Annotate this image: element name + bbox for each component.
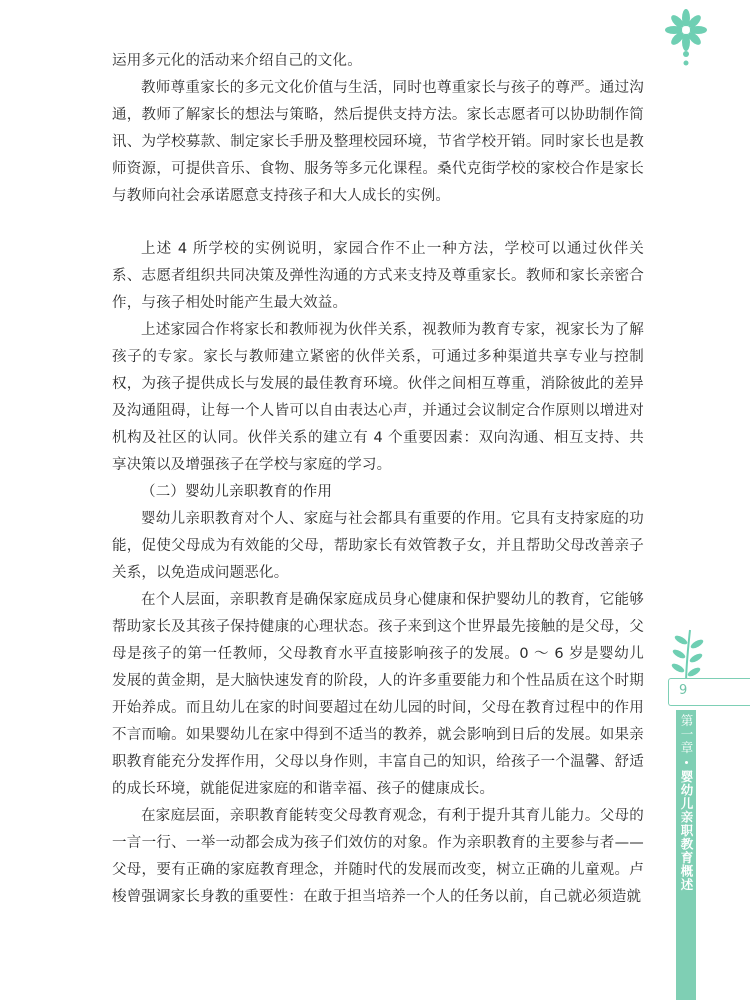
chapter-title: 婴幼儿亲职教育概述: [679, 769, 694, 891]
paragraph: 上述 4 所学校的实例说明，家园合作不止一种方法，学校可以通过伙伴关系、志愿者组织共同决策及弹性沟通的方式来支持及尊重家长。教师和家长亲密合作，与孩子相处时能产生最大效益。: [112, 241, 644, 311]
paragraph: 运用多元化的活动来介绍自己的文化。: [112, 53, 362, 69]
chapter-divider-dot: [685, 761, 688, 764]
chapter-number: 第一章: [679, 714, 694, 755]
page-number: 9: [679, 683, 688, 698]
chapter-tab: [676, 710, 696, 1000]
paragraph: 教师尊重家长的多元文化价值与生活，同时也尊重家长与孩子的尊严。通过沟通，教师了解家长的想法与策略，然后提供支持方法。家长志愿者可以协助制作简讯、为学校募款、制定家长手册及整理校园环境，节省学校开销。同时家长也是教师资源，可提供音乐、食物、服务等多元化课程。桑代克街学校的家校合作是家长与教师向社会承诺愿意支持孩子和大人成长的实例。: [112, 80, 644, 204]
body-text: [112, 48, 644, 911]
paragraph: 在个人层面，亲职教育是确保家庭成员身心健康和保护婴幼儿的教育，它能够帮助家长及其孩子保持健康的心理状态。孩子来到这个世界最先接触的是父母，父母是孩子的第一任教师，父母教育水平直接影响孩子的发展。0 ～ 6 岁是婴幼儿发展的黄金期，是大脑快速发育的阶段，人的许多重要能力和个性品质在这个时期开始养成。而且幼儿在家的时间要超过在幼儿园的时间，父母在教育过程中的作用不言而喻。如果婴幼儿在家中得到不适当的教养，就会影响到日后的发展。如果亲职教育能充分发挥作用，父母以身作则，丰富自己的知识，给孩子一个温馨、舒适的成长环境，就能促进家庭的和谐幸福、孩子的健康成长。: [112, 592, 644, 797]
paragraph: 上述家园合作将家长和教师视为伙伴关系，视教师为教育专家，视家长为了解孩子的专家。家长与教师建立紧密的伙伴关系，可通过多种渠道共享专业与控制权，为孩子提供成长与发展的最佳教育环境。伙伴之间相互尊重，消除彼此的差异及沟通阻碍，让每一个人皆可以自由表达心声，并通过会议制定合作原则以增进对机构及社区的认同。伙伴关系的建立有 4 个重要因素：双向沟通、相互支持、共享决策以及增强孩子在学校与家庭的学习。: [112, 322, 644, 473]
flower-icon: [664, 8, 708, 68]
paragraph: 在家庭层面，亲职教育能转变父母教育观念，有利于提升其育儿能力。父母的一言一行、一举一动都会成为孩子们效仿的对象。作为亲职教育的主要参与者——父母，要有正确的家庭教育理念，并随时代的发展而改变，树立正确的儿童观。卢梭曾强调家长身教的重要性：在敢于担当培养一个人的任务以前，自己就必须造就: [112, 808, 644, 905]
page-number-box: [668, 678, 750, 706]
section-heading: （二）婴幼儿亲职教育的作用: [141, 484, 333, 500]
paragraph: 婴幼儿亲职教育对个人、家庭与社会都具有重要的作用。它具有支持家庭的功能，促使父母成为有效能的父母，帮助家长有效管教子女，并且帮助父母改善亲子关系，以免造成问题恶化。: [112, 511, 644, 581]
